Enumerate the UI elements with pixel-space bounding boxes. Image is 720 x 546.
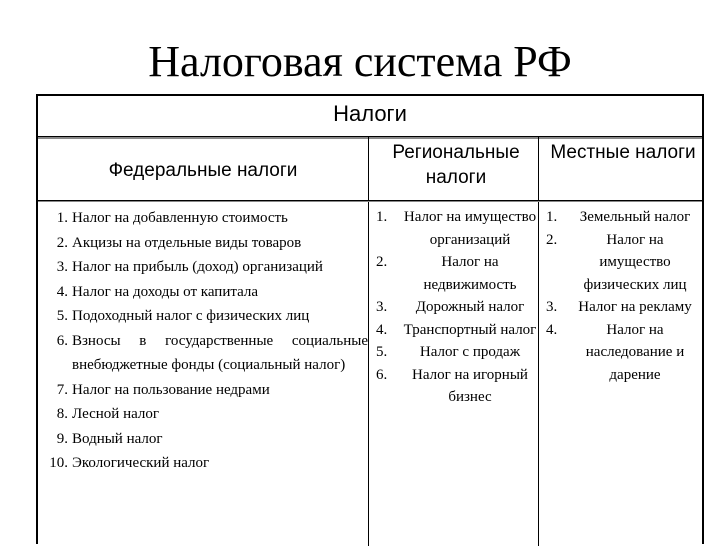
taxes-table [36, 94, 704, 544]
list-item [46, 231, 368, 256]
item-text: Налог на игорный бизнес [412, 366, 528, 405]
regional-taxes-list [376, 206, 538, 409]
item-text: Налог на недвижимость [423, 254, 517, 293]
list-item [376, 364, 538, 409]
item-number: 7. [56, 381, 68, 398]
list-item [46, 329, 368, 378]
item-text: Налог на пользование недрами [72, 381, 270, 398]
item-number: 6. [56, 332, 68, 349]
item-text: Подоходный налог с физических лиц [72, 308, 310, 324]
list-item [376, 319, 538, 342]
item-number: 4. [546, 321, 558, 338]
list-item [546, 206, 698, 229]
list-item [46, 402, 368, 427]
column-header-local: Местные налоги [550, 142, 696, 163]
table-header-label: Налоги [333, 101, 407, 126]
list-item [376, 296, 538, 319]
list-item [46, 255, 368, 280]
item-text: Земельный налог [579, 209, 691, 225]
item-number: 10. [49, 455, 68, 471]
item-text: Акцизы на отдельные виды товаров [72, 234, 302, 251]
item-number: 6. [376, 366, 388, 383]
list-item [546, 319, 698, 387]
item-number: 4. [56, 283, 68, 300]
item-text: Налог на имущество физических лиц [583, 231, 687, 293]
column-header-federal: Федеральные налоги [108, 160, 298, 181]
table-header [38, 96, 702, 137]
item-text: Налог на наследование и дарение [585, 321, 685, 383]
item-text: Налог на прибыль (доход) организаций [72, 259, 323, 275]
list-item [376, 341, 538, 364]
list-item [546, 296, 698, 319]
federal-taxes-list [46, 206, 368, 476]
item-text: Взносы в государственные социальные внебюджетные фонды (социальный налог) [72, 332, 368, 373]
list-item [546, 229, 698, 297]
item-number: 3. [56, 259, 68, 275]
list-item [46, 206, 368, 231]
item-text: Налог на имущество организаций [403, 209, 537, 248]
header-divider [38, 200, 702, 201]
item-text: Налог на добавленную стоимость [72, 210, 288, 226]
item-text: Налог с продаж [419, 344, 521, 360]
list-item [46, 280, 368, 305]
item-number: 1. [56, 210, 68, 226]
item-text: Экологический налог [72, 455, 210, 471]
item-number: 3. [376, 299, 388, 315]
item-number: 3. [546, 299, 558, 315]
item-text: Налог на доходы от капитала [72, 283, 259, 300]
local-taxes-list [546, 206, 698, 386]
item-text: Транспортный налог [403, 321, 537, 338]
item-number: 4. [376, 321, 388, 338]
item-number: 5. [56, 308, 68, 324]
list-item [376, 206, 538, 251]
item-text: Налог на рекламу [578, 299, 692, 315]
item-number: 1. [376, 209, 388, 225]
item-number: 1. [546, 209, 558, 225]
column-divider [538, 136, 539, 546]
item-number: 9. [56, 430, 68, 447]
item-text: Лесной налог [72, 406, 160, 422]
list-item [46, 451, 368, 476]
item-number: 2. [56, 234, 68, 251]
column-header-regional: Региональные налоги [392, 142, 520, 188]
list-item [46, 427, 368, 452]
item-number: 5. [376, 344, 388, 360]
column-divider [368, 136, 369, 546]
list-item [376, 251, 538, 296]
item-number: 8. [56, 406, 68, 422]
item-text: Дорожный налог [415, 299, 525, 315]
list-item [46, 378, 368, 403]
item-number: 2. [376, 254, 388, 270]
item-number: 2. [546, 231, 558, 248]
page-title: Налоговая система РФ [148, 37, 572, 86]
item-text: Водный налог [72, 430, 163, 447]
list-item [46, 304, 368, 329]
